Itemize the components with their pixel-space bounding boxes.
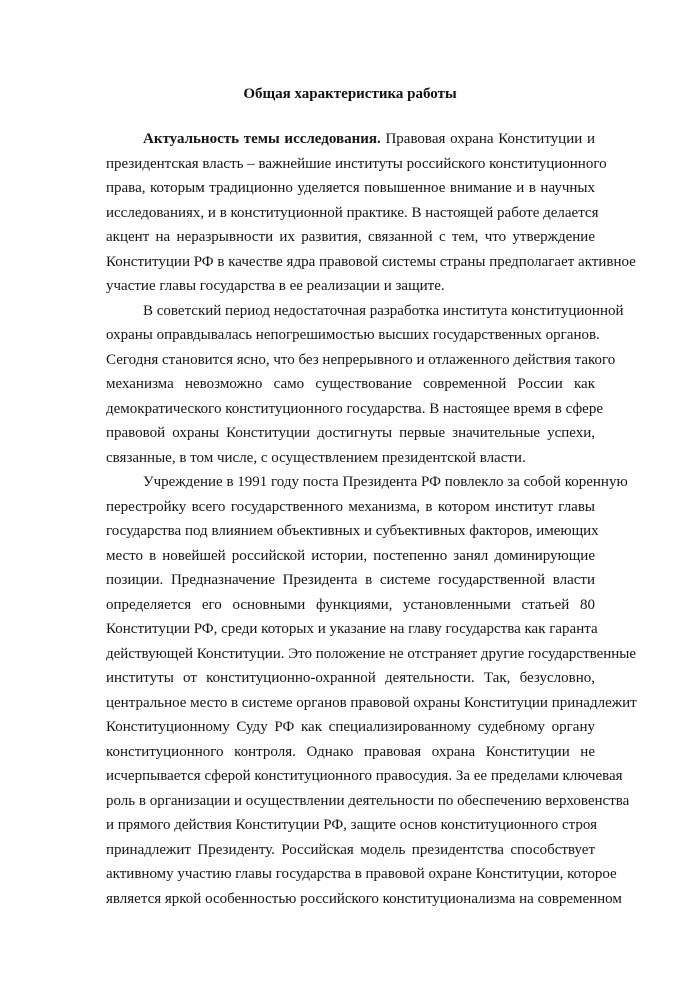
section-lead-heading: Актуальность темы исследования. <box>143 131 381 147</box>
text-line: демократического конституционного государства. В настоящее время в сфере <box>106 400 603 417</box>
text-line: В советский период недостаточная разработка института конституционной <box>143 302 624 319</box>
text-line: исследованиях, и в конституционной практике. В настоящей работе делается <box>106 204 599 221</box>
text-line: механизма невозможно само существование современной России как <box>106 376 595 392</box>
text-line: и прямого действия Конституции РФ, защите основ конституционного строя <box>106 817 597 833</box>
paragraph-relevance <box>106 127 636 299</box>
paragraph-soviet-period <box>106 299 624 471</box>
text-line: перестройку всего государственного механизма, в котором институт главы <box>106 498 595 515</box>
text-line: Учреждение в 1991 году поста Президента РФ повлекло за собой коренную <box>143 474 628 490</box>
text-line: исчерпывается сферой конституционного правосудия. За ее пределами ключевая <box>106 768 623 784</box>
text-line: Конституционному Суду РФ как специализированному судебному органу <box>106 719 595 735</box>
text-line: права, которым традиционно уделяется повышенное внимание и в научных <box>106 180 595 196</box>
text-line: Сегодня становится ясно, что без непрерывного и отлаженного действия такого <box>106 351 616 368</box>
text-line: центральное место в системе органов правовой охраны Конституции принадлежит <box>106 694 637 711</box>
text-line: место в новейшей российской истории, постепенно занял доминирующие <box>106 547 595 564</box>
page-title: Общая характеристика работы <box>243 86 457 102</box>
text-line: охраны оправдывалась непогрешимостью высших государственных органов. <box>106 327 600 343</box>
text-line: связанные, в том числе, с осуществлением президентской власти. <box>106 449 526 466</box>
text-line: правовой охраны Конституции достигнуты первые значительные успехи, <box>106 425 595 441</box>
text-line: государства под влиянием объективных и субъективных факторов, имеющих <box>106 523 599 539</box>
text-line <box>106 127 595 152</box>
text-line-fragment: Правовая охрана Конституции и <box>380 131 596 147</box>
text-line: конституционного контроля. Однако правовая охрана Конституции не <box>106 743 595 760</box>
text-line: институты от конституционно-охранной деятельности. Так, безусловно, <box>106 670 595 686</box>
paragraph-president-1991 <box>106 470 637 911</box>
text-line: Конституции РФ в качестве ядра правовой системы страны предполагает активное <box>106 253 636 270</box>
text-line: Конституции РФ, среди которых и указание на главу государства как гаранта <box>106 621 598 637</box>
text-line: президентская власть – важнейшие институты российского конституционного <box>106 155 607 172</box>
document-body <box>106 127 637 911</box>
text-line: активному участию главы государства в правовой охране Конституции, которое <box>106 866 617 882</box>
text-line: акцент на неразрывности их развития, связанной с тем, что утверждение <box>106 229 595 245</box>
text-line: действующей Конституции. Это положение не отстраняет другие государственные <box>106 645 637 662</box>
text-line: определяется его основными функциями, установленными статьей 80 <box>106 596 595 613</box>
text-line: позиции. Предназначение Президента в системе государственной власти <box>106 572 595 588</box>
text-line: участие главы государства в ее реализации и защите. <box>106 278 445 294</box>
text-line: принадлежит Президенту. Российская модель президентства способствует <box>106 841 595 858</box>
text-line: является яркой особенностью российского конституционализма на современном <box>106 890 622 907</box>
text-line: роль в организации и осуществлении деятельности по обеспечению верховенства <box>106 792 630 809</box>
